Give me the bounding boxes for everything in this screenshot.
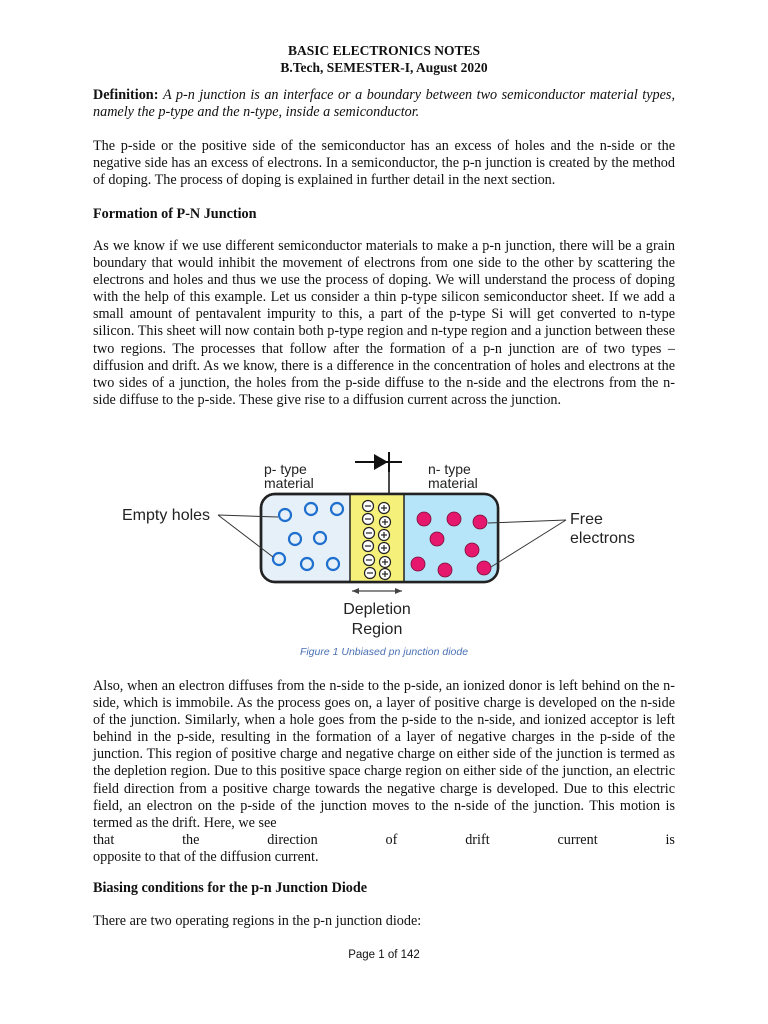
p-material-label: material [264, 475, 314, 491]
depletion-region [350, 495, 404, 581]
electron-icon [430, 532, 444, 546]
negative-ion-icon [364, 555, 375, 566]
page-number: Page 1 of 142 [348, 949, 420, 961]
regions-paragraph: There are two operating regions in the p-n junction diode: [93, 913, 422, 929]
word: direction [267, 831, 318, 848]
region-label: Region [351, 621, 403, 638]
definition-text: A p-n junction is an interface or a boundary between two semiconductor material types, namely the p-type and the n-type, inside a semiconductor. [93, 87, 676, 121]
word: is [665, 831, 675, 848]
drift-paragraph-main: Also, when an electron diffuses from the n-side to the p-side, an ionized donor is left behind on the n-side, which is immobile. As the process goes on, a layer of positive charge is developed on the n-side of the junction. Similarly, when a hole goes from the p-side to the n-side, and ionized acceptor is left behind in the p-side, resulting in the formation of a layer of negative charges in the p-side of the junction. This region of positive charge and negative charge on either side of the junction is termed as the depletion region. Due to this positive space charge region on either side of the junction, an electric field direction from a positive charge towards the negative charge is developed. Due to this electric field, an electron on the p-side of the junction moves to the n-side of the junction. This motion is termed as the drift. Here, we see [93, 678, 675, 831]
negative-ion-icon [364, 528, 375, 539]
free-electrons-pointer [488, 520, 566, 567]
biasing-heading: Biasing conditions for the p-n Junction Diode [93, 880, 368, 896]
document-header [0, 42, 768, 76]
electron-icon [438, 563, 452, 577]
word: of [385, 831, 398, 848]
figure-caption: Figure 1 Unbiased pn junction diode [299, 646, 469, 658]
drift-paragraph-spread-line [93, 832, 675, 849]
positive-ion-icon [379, 530, 390, 541]
electron-icon [473, 515, 487, 529]
negative-ion-icon [365, 568, 376, 579]
document-title: BASIC ELECTRONICS NOTES [287, 43, 481, 58]
positive-ion-icon [380, 557, 391, 568]
n-material-label: material [428, 475, 478, 491]
document-subtitle: B.Tech, SEMESTER-I, August 2020 [280, 60, 488, 75]
drift-paragraph-end: opposite to that of the diffusion current. [93, 848, 319, 865]
word: current [557, 831, 598, 848]
diode-symbol-icon [355, 452, 402, 498]
positive-ion-icon [379, 503, 390, 514]
electron-icon [447, 512, 461, 526]
depletion-label: Depletion [343, 601, 411, 618]
negative-ion-icon [363, 514, 374, 525]
positive-ion-icon [380, 517, 391, 528]
electron-icon [477, 561, 491, 575]
formation-heading: Formation of P-N Junction [93, 206, 257, 222]
definition-paragraph [93, 87, 675, 121]
definition-label: Definition: [93, 87, 159, 103]
positive-ion-icon [380, 569, 391, 580]
electron-icon [417, 512, 431, 526]
negative-ion-icon [363, 541, 374, 552]
depletion-width-arrow-icon [352, 588, 402, 594]
intro-paragraph: The p-side or the positive side of the semiconductor has an excess of holes and the n-side or the negative side has an excess of electrons. In a semiconductor, the p-n junction is created by the method of doping. The process of doping is explained in further detail in the next section. [93, 138, 675, 189]
word: the [182, 831, 200, 848]
p-type-label: p- type [264, 461, 307, 477]
formation-paragraph: As we know if we use different semiconductor materials to make a p-n junction, there will be a grain boundary that would inhibit the movement of electrons from one side to the other by scattering the electrons and holes and thus we use the process of doping. We will understand the process of doping with the help of this example. Let us consider a thin p-type silicon semiconductor sheet. If we add a small amount of pentavalent impurity to this, a part of the p-type Si will get converted to n-type silicon. This sheet will now contain both p-type region and n-type region and a junction between these two regions. The processes that follow after the formation of a p-n junction are of two types – diffusion and drift. As we know, there is a difference in the concentration of holes and electrons at the two sides of a junction, the holes from the p-side diffuse to the n-side and the electrons from the n-side diffuse to the p-side. These give rise to a diffusion current across the junction. [93, 238, 675, 408]
drift-paragraph [93, 678, 675, 866]
positive-ion-icon [379, 543, 390, 554]
electron-icon [465, 543, 479, 557]
n-type-label: n- type [428, 461, 471, 477]
electrons-label: electrons [570, 530, 635, 547]
negative-ion-icon [363, 501, 374, 512]
word: that [93, 831, 115, 848]
word: drift [465, 831, 490, 848]
electron-icon [411, 557, 425, 571]
free-label: Free [570, 511, 603, 528]
pn-junction-figure [112, 446, 652, 642]
empty-holes-label: Empty holes [122, 507, 211, 524]
